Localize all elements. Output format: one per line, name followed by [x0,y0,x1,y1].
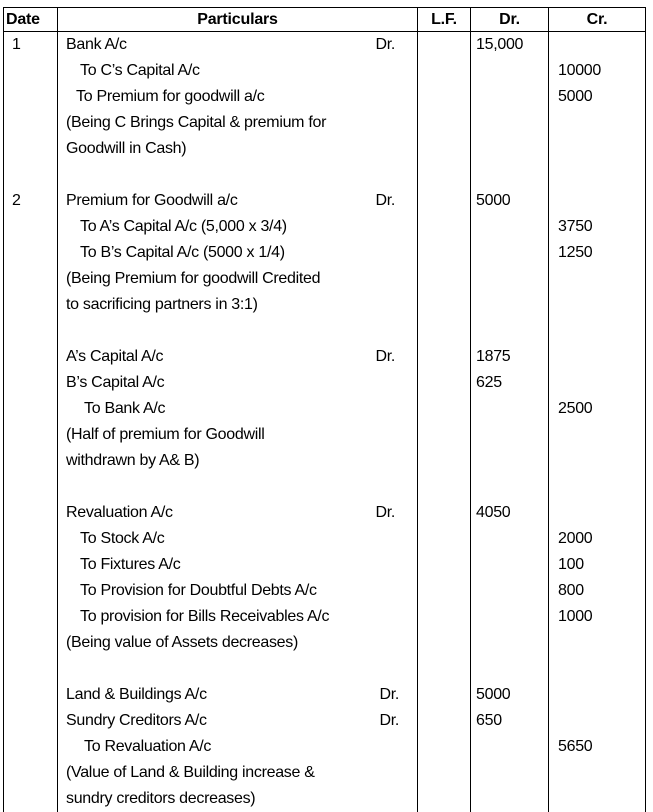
entry-date [4,786,57,812]
lf-value [418,786,470,812]
lf-value [418,578,470,604]
credit-account-line [58,214,417,240]
debit-amount: 5000 [476,686,511,703]
particulars-text: To Bank A/c [84,400,166,417]
entry-date [4,214,57,240]
entry-spacer [58,318,417,344]
debit-amount [471,214,548,240]
header-date: Date [4,8,58,32]
lf-value [418,136,470,162]
narration-line [58,370,417,396]
entry-date [4,58,57,84]
entry-date [4,604,57,630]
particulars-text: To Stock A/c [80,530,165,547]
entry-spacer [549,318,645,344]
entry-date: 1 [12,36,21,53]
debit-amount [471,266,548,292]
debit-amount [471,110,548,136]
lf-value [418,760,470,786]
entry-date [4,110,57,136]
entry-date: 2 [12,192,21,209]
debit-amount [471,578,548,604]
credit-account-line [58,84,417,110]
entry-spacer [471,474,548,500]
entry-date [4,84,57,110]
particulars-text: (Being value of Assets decreases) [66,634,299,651]
debit-amount [471,58,548,84]
entry-date [4,552,57,578]
lf-value [418,708,470,734]
entry-date [4,266,57,292]
particulars-text: (Value of Land & Building increase & [66,764,315,781]
entry-spacer [4,474,57,500]
debit-account-line [58,344,417,370]
entry-spacer [58,656,417,682]
journal-table [3,7,646,812]
narration-line [58,760,417,786]
debit-amount [471,552,548,578]
journal-entries-row [4,32,646,812]
entry-spacer [418,656,470,682]
header-particulars: Particulars [58,8,418,32]
credit-amount [549,708,645,734]
particulars-text: Revaluation A/c [66,504,173,521]
entry-date [4,448,57,474]
particulars-text: (Being C Brings Capital & premium for [66,114,327,131]
credit-amount [549,630,645,656]
credit-amount [549,500,645,526]
particulars-text: (Being Premium for goodwill Credited [66,270,321,287]
entry-spacer [418,474,470,500]
lf-column [418,32,471,812]
credit-amount: 5000 [558,88,593,105]
debit-amount [471,84,548,110]
debit-amount [471,292,548,318]
entry-spacer [549,474,645,500]
entry-spacer [418,318,470,344]
debit-amount [471,422,548,448]
debit-account-line [58,708,417,734]
credit-account-line [58,526,417,552]
debit-amount [471,396,548,422]
cr-column [549,32,646,812]
entry-date [4,136,57,162]
debit-amount [471,734,548,760]
lf-value [418,448,470,474]
entry-spacer [4,162,57,188]
entry-date [4,578,57,604]
entry-date [4,422,57,448]
credit-amount [549,188,645,214]
debit-account-line [58,500,417,526]
entry-date [4,708,57,734]
credit-account-line [58,604,417,630]
lf-value [418,630,470,656]
debit-amount [471,240,548,266]
debit-amount [471,630,548,656]
entry-spacer [58,162,417,188]
lf-value [418,292,470,318]
credit-account-line [58,58,417,84]
credit-account-line [58,552,417,578]
lf-value [418,500,470,526]
narration-line [58,422,417,448]
credit-amount [549,110,645,136]
entry-date [4,344,57,370]
credit-amount [549,682,645,708]
entry-date [4,292,57,318]
particulars-text: to sacrificing partners in 3:1) [66,296,258,313]
dr-marker: Dr. [375,504,395,521]
credit-amount [549,292,645,318]
narration-line [58,630,417,656]
debit-amount: 625 [476,374,502,391]
particulars-text: (Half of premium for Goodwill [66,426,265,443]
credit-amount: 2500 [558,400,593,417]
credit-amount: 100 [558,556,584,573]
debit-account-line [58,188,417,214]
debit-amount [471,604,548,630]
credit-amount [549,448,645,474]
particulars-text: sundry creditors decreases) [66,790,256,807]
entry-spacer [418,162,470,188]
debit-amount: 650 [476,712,502,729]
particulars-text: B’s Capital A/c [66,374,165,391]
debit-amount [471,786,548,812]
lf-value [418,58,470,84]
dr-marker: Dr. [375,36,395,53]
entry-date [4,500,57,526]
particulars-text: Goodwill in Cash) [66,140,187,157]
debit-amount [471,448,548,474]
lf-value [418,682,470,708]
particulars-text: To Fixtures A/c [80,556,181,573]
debit-amount: 4050 [476,504,511,521]
credit-amount [549,786,645,812]
credit-amount [549,760,645,786]
lf-value [418,344,470,370]
particulars-text: To C’s Capital A/c [80,62,200,79]
entry-date [4,240,57,266]
dr-marker: Dr. [375,192,395,209]
debit-account-line [58,682,417,708]
date-column [4,32,58,812]
debit-amount: 5000 [476,192,511,209]
credit-account-line [58,396,417,422]
credit-amount [549,422,645,448]
particulars-text: To Premium for goodwill a/c [76,88,265,105]
entry-spacer [471,656,548,682]
credit-amount: 5650 [558,738,593,755]
lf-value [418,240,470,266]
particulars-text: withdrawn by A& B) [66,452,200,469]
lf-value [418,32,470,58]
lf-value [418,84,470,110]
header-lf: L.F. [418,8,471,32]
credit-amount [549,136,645,162]
lf-value [418,396,470,422]
debit-amount [471,526,548,552]
credit-amount: 3750 [558,218,593,235]
narration-line [58,136,417,162]
particulars-text: Bank A/c [66,36,127,53]
lf-value [418,110,470,136]
entry-spacer [4,318,57,344]
entry-date [4,370,57,396]
particulars-column [58,32,418,812]
journal-body [4,32,646,812]
entry-spacer [58,474,417,500]
lf-value [418,526,470,552]
credit-amount [549,266,645,292]
dr-marker: Dr. [379,712,399,729]
entry-spacer [471,318,548,344]
credit-amount [549,32,645,58]
lf-value [418,552,470,578]
credit-amount [549,370,645,396]
dr-column [471,32,549,812]
entry-date [4,396,57,422]
particulars-text: To B’s Capital A/c (5000 x 1/4) [80,244,285,261]
particulars-text: To Provision for Doubtful Debts A/c [80,582,317,599]
lf-value [418,604,470,630]
credit-amount: 2000 [558,530,593,547]
lf-value [418,266,470,292]
particulars-text: Sundry Creditors A/c [66,712,207,729]
credit-account-line [58,240,417,266]
lf-value [418,422,470,448]
lf-value [418,734,470,760]
dr-marker: Dr. [375,348,395,365]
debit-amount [471,136,548,162]
debit-account-line [58,32,417,58]
dr-marker: Dr. [379,686,399,703]
entry-spacer [4,656,57,682]
particulars-text: To provision for Bills Receivables A/c [80,608,330,625]
header-row [4,8,646,32]
entry-spacer [549,162,645,188]
credit-amount [549,344,645,370]
credit-account-line [58,734,417,760]
debit-amount: 15,000 [476,36,524,53]
entry-date [4,526,57,552]
particulars-text: To Revaluation A/c [84,738,212,755]
credit-amount: 1000 [558,608,593,625]
credit-account-line [58,578,417,604]
debit-amount [471,760,548,786]
header-dr: Dr. [471,8,549,32]
credit-amount: 800 [558,582,584,599]
credit-amount: 10000 [558,62,601,79]
lf-value [418,214,470,240]
particulars-text: Premium for Goodwill a/c [66,192,238,209]
debit-amount: 1875 [476,348,511,365]
entry-spacer [549,656,645,682]
entry-date [4,760,57,786]
particulars-text: To A’s Capital A/c (5,000 x 3/4) [80,218,287,235]
narration-line [58,266,417,292]
entry-date [4,630,57,656]
credit-amount: 1250 [558,244,593,261]
narration-line [58,292,417,318]
header-cr: Cr. [549,8,646,32]
lf-value [418,370,470,396]
narration-line [58,448,417,474]
narration-line [58,110,417,136]
lf-value [418,188,470,214]
entry-date [4,682,57,708]
particulars-text: A’s Capital A/c [66,348,164,365]
entry-spacer [471,162,548,188]
narration-line [58,786,417,812]
particulars-text: Land & Buildings A/c [66,686,207,703]
entry-date [4,734,57,760]
